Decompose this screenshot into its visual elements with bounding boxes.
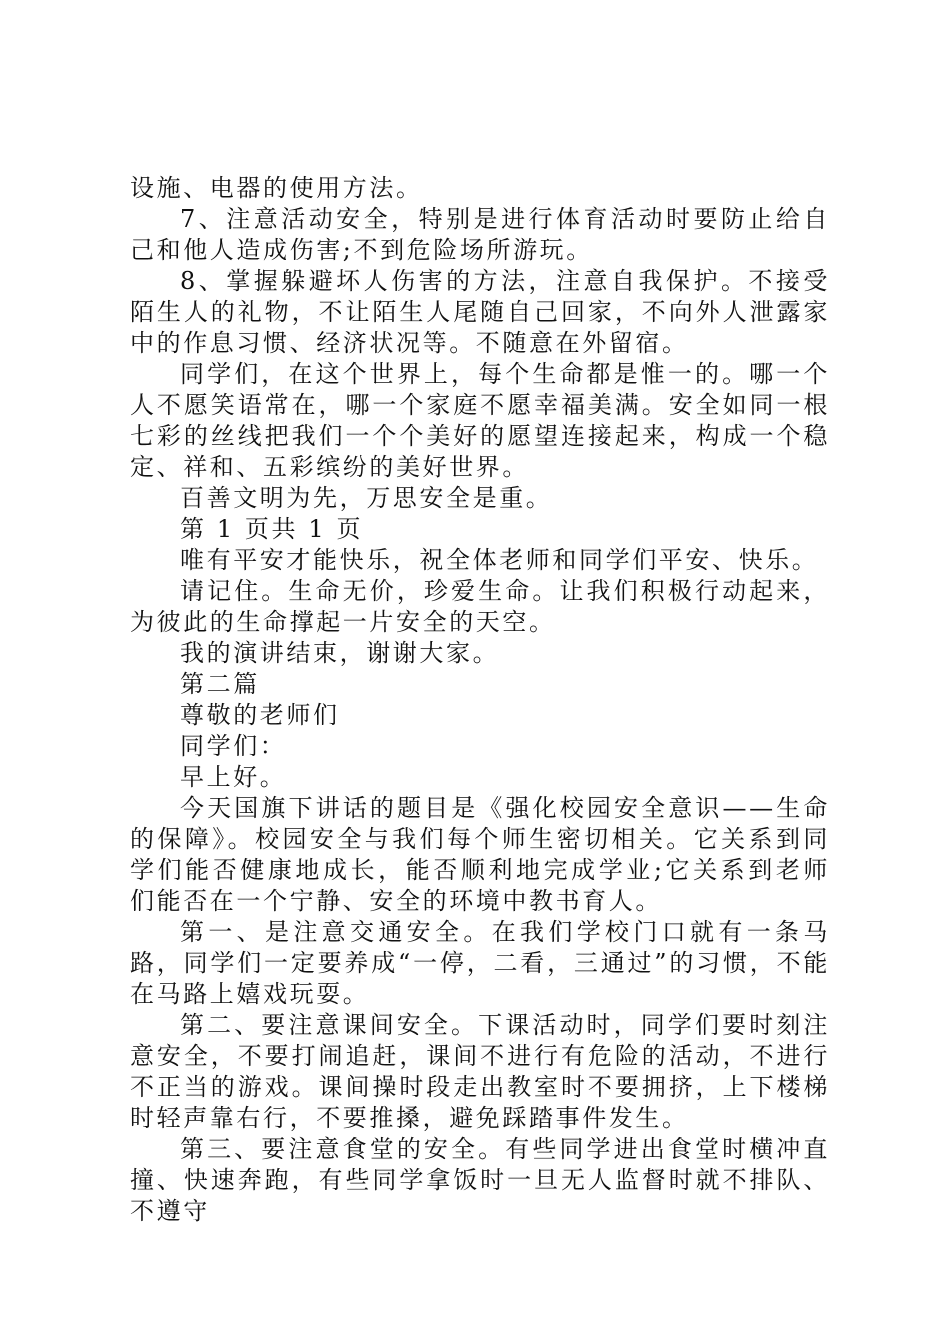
paragraph-9: 今天国旗下讲话的题目是《强化校园安全意识——生命的保障》。校园安全与我们每个师生密切相关。它关系到同学们能否健康地成长，能否顺利地完成学业;它关系到老师们能否在一个宁静、安全的环境中教书育人。 (130, 794, 830, 915)
paragraph-6: 唯有平安才能快乐，祝全体老师和同学们平安、快乐。 (180, 546, 819, 574)
paragraph-3: 8、掌握躲避坏人伤害的方法，注意自我保护。不接受陌生人的礼物，不让陌生人尾随自己回家，不向外人泄露家中的作息习惯、经济状况等。不随意在外留宿。 (130, 267, 830, 357)
section-heading-second: 第二篇 (180, 670, 260, 698)
paragraph-2: 7、注意活动安全，特别是进行体育活动时要防止给自己和他人造成伤害;不到危险场所游玩。 (130, 205, 830, 264)
paragraph-5: 百善文明为先，万思安全是重。 (180, 484, 553, 512)
salutation-teachers: 尊敬的老师们 (180, 701, 340, 729)
paragraph-11: 第二、要注意课间安全。下课活动时，同学们要时刻注意安全，不要打闹追赶，课间不进行有危险的活动，不进行不正当的游戏。课间操时段走出教室时不要拥挤，上下楼梯时轻声靠右行，不要推搡，避免踩踏事件发生。 (130, 1011, 830, 1132)
paragraph-8: 我的演讲结束，谢谢大家。 (180, 639, 500, 667)
paragraph-7: 请记住。生命无价，珍爱生命。让我们积极行动起来，为彼此的生命撑起一片安全的天空。 (130, 577, 830, 636)
page-number-line: 第 1 页共 1 页 (180, 515, 364, 543)
paragraph-12: 第三、要注意食堂的安全。有些同学进出食堂时横冲直撞、快速奔跑，有些同学拿饭时一旦无人监督时就不排队、不遵守 (130, 1135, 830, 1225)
paragraph-1: 设施、电器的使用方法。 (130, 174, 423, 202)
document-page (130, 173, 830, 1227)
salutation-students: 同学们： (180, 732, 287, 760)
paragraph-10: 第一、是注意交通安全。在我们学校门口就有一条马路，同学们一定要养成“一停，二看，三通过”的习惯，不能在马路上嬉戏玩耍。 (130, 918, 830, 1008)
greeting: 早上好。 (180, 763, 287, 791)
paragraph-4: 同学们，在这个世界上，每个生命都是惟一的。哪一个人不愿笑语常在，哪一个家庭不愿幸福美满。安全如同一根七彩的丝线把我们一个个美好的愿望连接起来，构成一个稳定、祥和、五彩缤纷的美好世界。 (130, 360, 830, 481)
